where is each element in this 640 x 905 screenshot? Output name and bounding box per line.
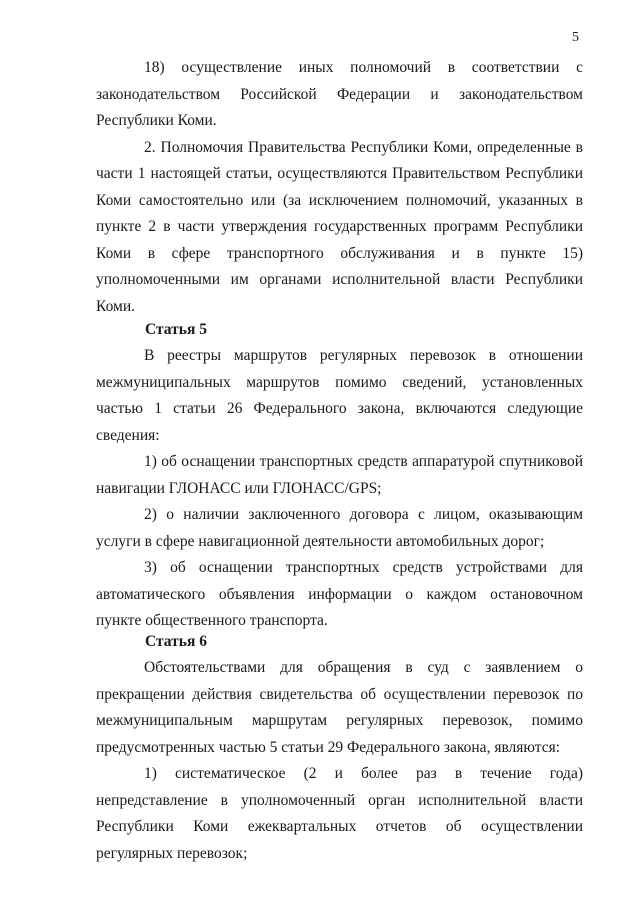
article-6-body [96,655,583,867]
article-6-item-1: 1) систематическое (2 и более раз в течение года) непредставление в уполномоченный орган исполнительной власти Республики Коми ежеквартальных отчетов об осуществлении регулярных перевозок; [96,765,583,862]
article-5-heading: Статья 5 [145,321,207,338]
article-6-intro: Обстоятельствами для обращения в суд с заявлением о прекращении действия свидетельства об осуществлении перевозок по межмуниципальным маршрутам регулярных перевозок, помимо предусмотренных частью 5 статьи 29 Федерального закона, являются: [96,659,583,756]
article-5-item-1: 1) об оснащении транспортных средств аппаратурой спутниковой навигации ГЛОНАСС или ГЛОНАСС/GPS; [96,453,583,497]
article-5-body [96,343,583,635]
page-number: 5 [572,30,579,45]
article-5-intro: В реестры маршрутов регулярных перевозок в отношении межмуниципальных маршрутов помимо сведений, установленных частью 1 статьи 26 Федерального закона, включаются следующие сведения: [96,347,583,444]
paragraph-part-2: 2. Полномочия Правительства Республики Коми, определенные в части 1 настоящей статьи, осуществляются Правительством Республики Коми самостоятельно или (за исключением полномочий, указанных в пункте 2 в части утверждения государственных программ Республики Коми в сфере транспортного обслуживания и в пункте 15) уполномоченными им органами исполнительной власти Республики Коми. [96,138,583,315]
section-top [96,55,583,320]
paragraph-item-18: 18) осуществление иных полномочий в соответствии с законодательством Российской Федерации и законодательством Республики Коми. [96,59,583,129]
article-6-heading: Статья 6 [145,633,207,650]
article-5-item-2: 2) о наличии заключенного договора с лицом, оказывающим услуги в сфере навигационной деятельности автомобильных дорог; [96,506,583,550]
article-5-item-3: 3) об оснащении транспортных средств устройствами для автоматического объявления информации о каждом остановочном пункте общественного транспорта. [96,559,583,629]
